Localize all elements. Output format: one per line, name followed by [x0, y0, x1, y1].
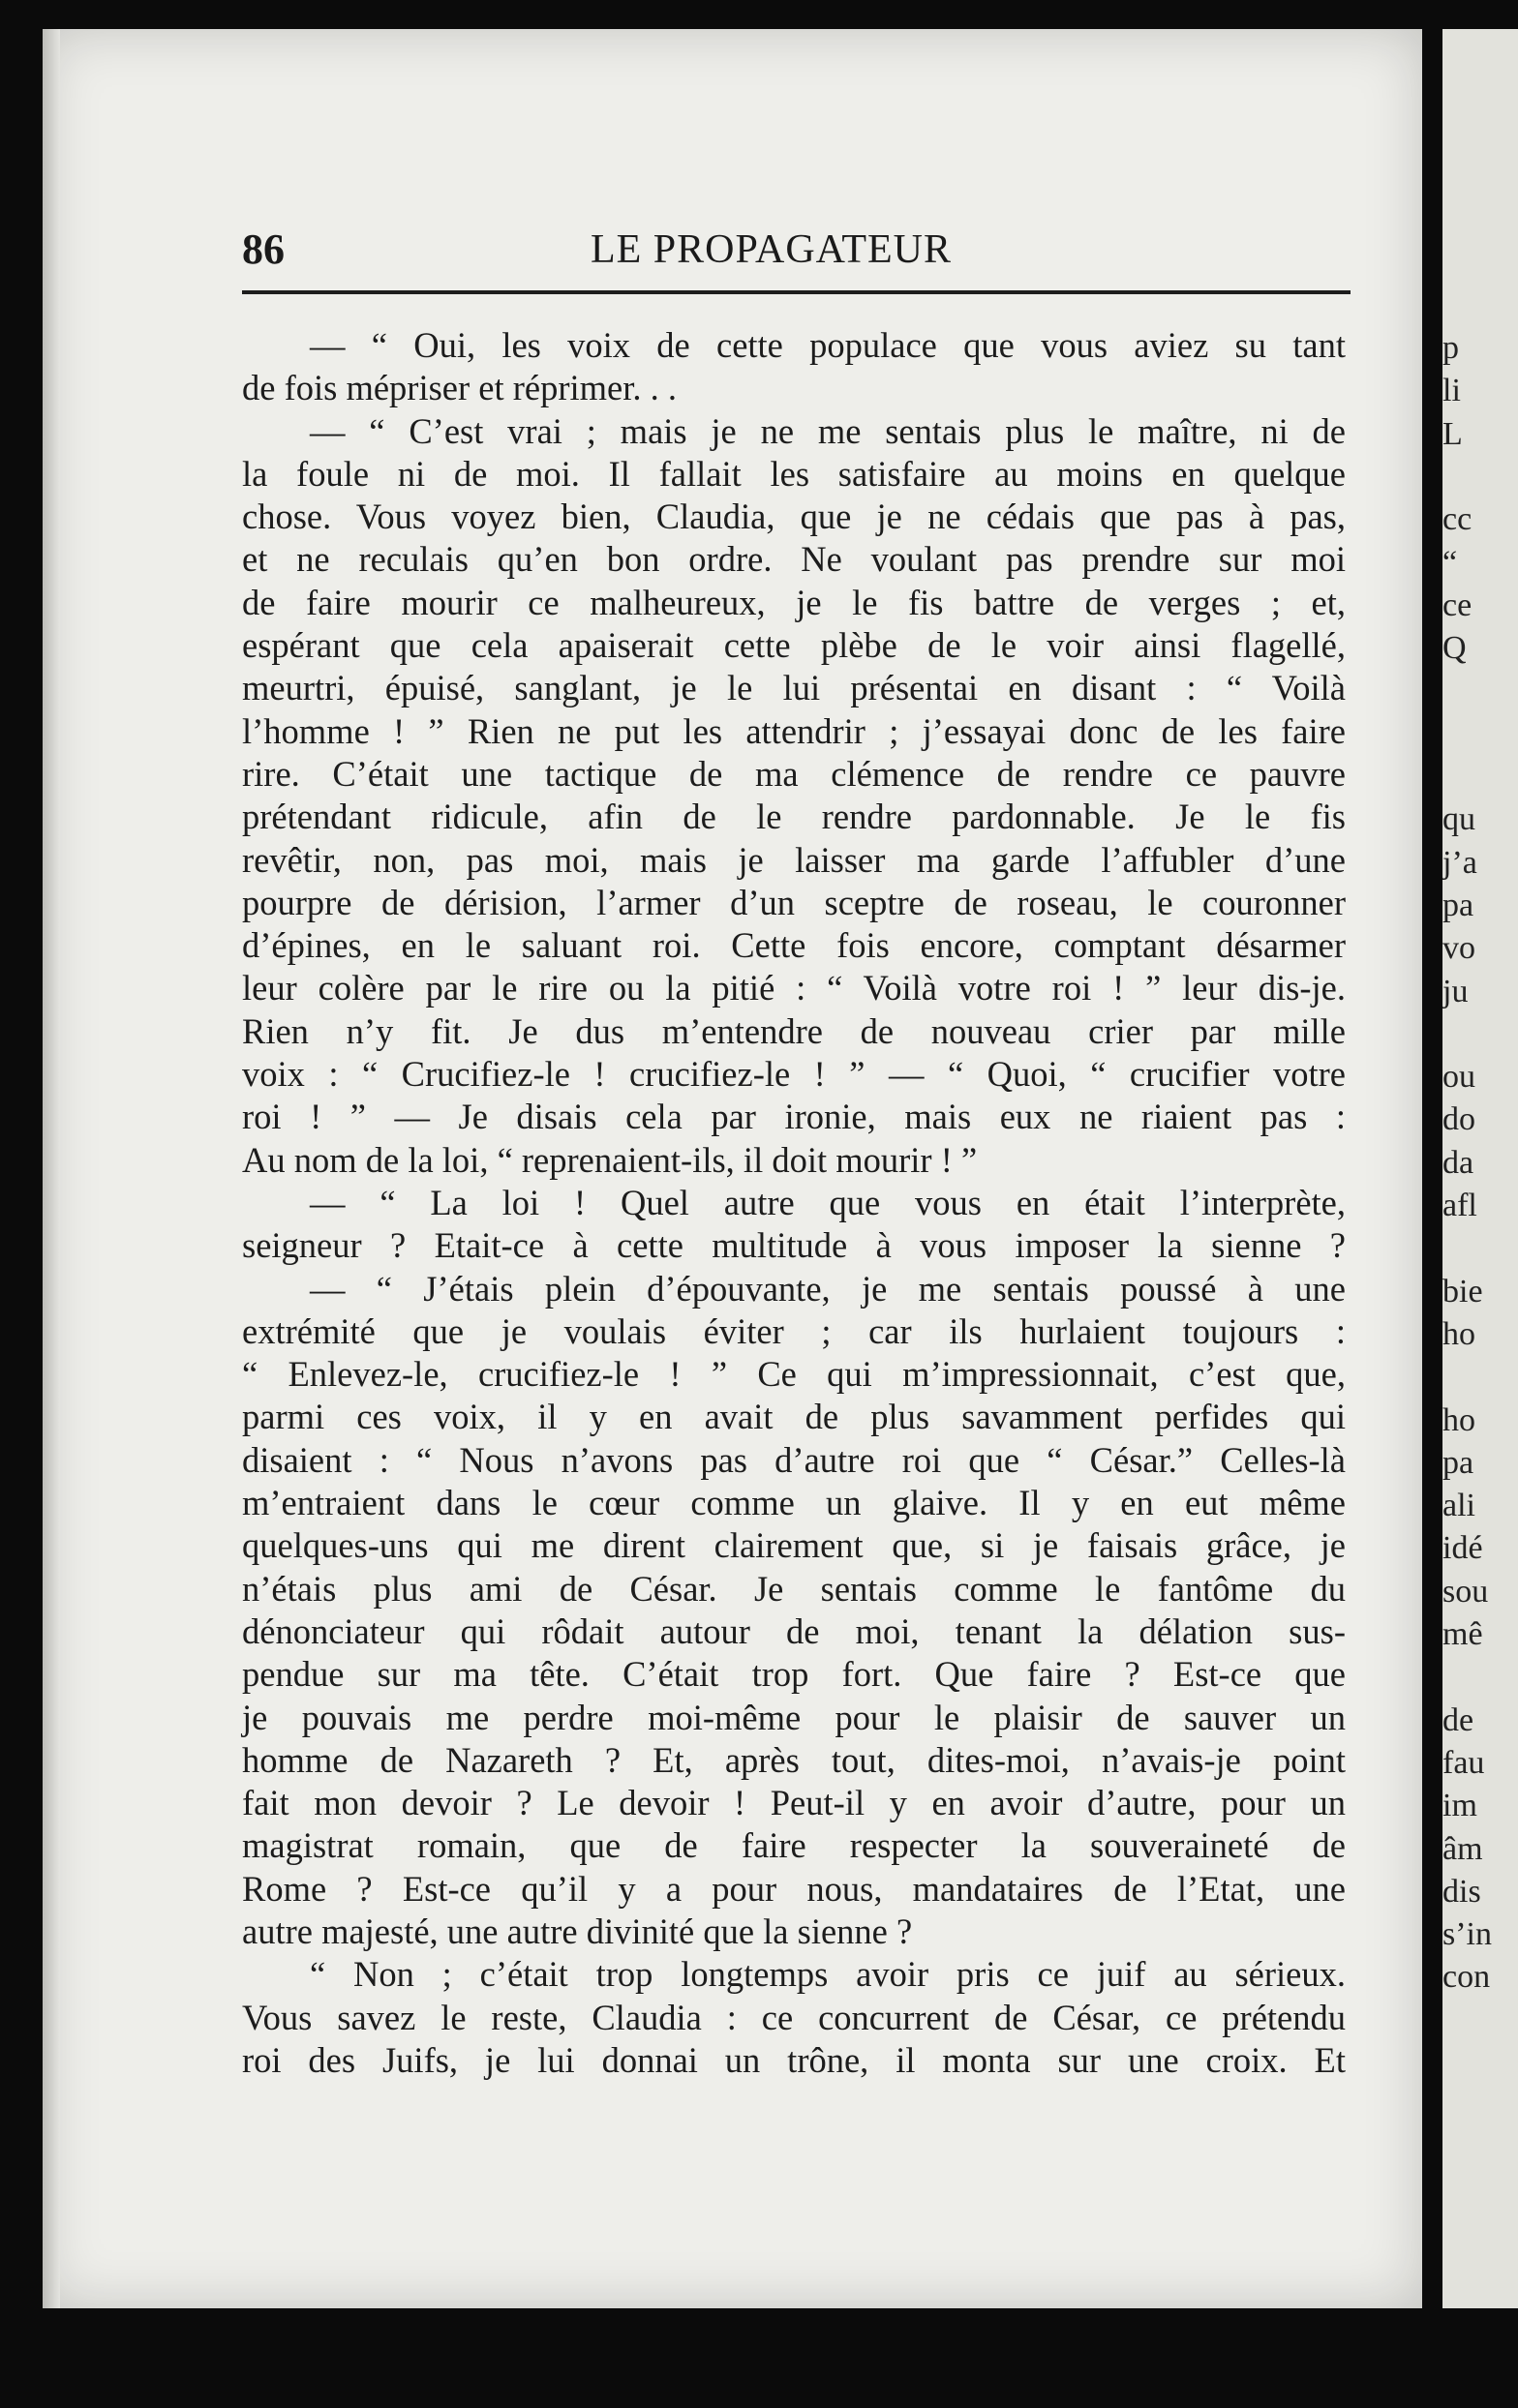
text-line: meurtri, épuisé, sanglant, je le lui présentai en disant : “ Voilà [242, 668, 1346, 708]
text-line: je pouvais me perdre moi-même pour le plaisir de sauver un [242, 1697, 1346, 1737]
text-line: la foule ni de moi. Il fallait les satisfaire au moins en quelque [242, 453, 1346, 494]
text-line: leur colère par le rire ou la pitié : “ Voilà votre roi ! ” leur dis-je. [242, 968, 1346, 1008]
text-line: — “ J’étais plein d’épouvante, je me sentais poussé à une [310, 1268, 1346, 1309]
text-line: fait mon devoir ? Le devoir ! Peut-il y en avoir d’autre, pour un [242, 1783, 1346, 1823]
text-line: seigneur ? Etait-ce à cette multitude à vous imposer la sienne ? [242, 1225, 1346, 1266]
text-line: Vous savez le reste, Claudia : ce concurrent de César, ce prétendu [242, 1997, 1346, 2037]
text-line: dénonciateur qui rôdait autour de moi, tenant la délation sus- [242, 1610, 1346, 1651]
next-page-fragment: pa [1442, 1444, 1474, 1481]
next-page-fragment: do [1442, 1101, 1475, 1138]
text-line: Rien n’y fit. Je dus m’entendre de nouveau crier par mille [242, 1010, 1346, 1051]
text-line: rire. C’était une tactique de ma clémence de rendre ce pauvre [242, 753, 1346, 794]
text-line: magistrat romain, que de faire respecter la souveraineté de [242, 1825, 1346, 1866]
text-line: de faire mourir ce malheureux, je le fis battre de verges ; et, [242, 582, 1346, 622]
page-header [242, 225, 1346, 283]
next-page-fragment: de [1442, 1701, 1474, 1738]
next-page-fragment: li [1442, 373, 1461, 409]
text-line: n’étais plus ami de César. Je sentais comme le fantôme du [242, 1568, 1346, 1609]
next-page-edge [1442, 29, 1518, 2308]
text-line: — “ Oui, les voix de cette populace que vous aviez su tant [310, 325, 1346, 365]
next-page-fragment: ho [1442, 1315, 1475, 1352]
running-title: LE PROPAGATEUR [591, 227, 953, 272]
next-page-fragment: âm [1442, 1830, 1483, 1867]
next-page-fragment: Q [1442, 630, 1467, 667]
text-line: espérant que cela apaiserait cette plèbe de le voir ainsi flagellé, [242, 625, 1346, 666]
page-number: 86 [242, 226, 285, 273]
text-line: Au nom de la loi, “ reprenaient-ils, il doit mourir ! ” [242, 1139, 978, 1180]
next-page-fragment: afl [1442, 1188, 1477, 1223]
next-page-fragment: p [1442, 330, 1459, 366]
text-line: pourpre de dérision, l’armer d’un sceptre de roseau, le couronner [242, 882, 1346, 922]
text-line: “ Non ; c’était trop longtemps avoir pris ce juif au sérieux. [310, 1954, 1346, 1995]
next-page-fragment: sou [1442, 1573, 1489, 1610]
next-page-fragment: mê [1442, 1616, 1483, 1652]
next-page-fragment: vo [1442, 930, 1475, 967]
next-page-fragment: con [1442, 1959, 1491, 1996]
text-line: — “ La loi ! Quel autre que vous en était l’interprète, [310, 1182, 1346, 1222]
next-page-fragment: ali [1442, 1488, 1475, 1524]
text-line: prétendant ridicule, afin de le rendre pardonnable. Je le fis [242, 797, 1346, 837]
next-page-fragment: fau [1442, 1744, 1485, 1781]
body-text [242, 324, 1346, 2082]
next-page-fragment: ou [1442, 1059, 1475, 1096]
text-line: voix : “ Crucifiez-le ! crucifiez-le ! ” — “ Quoi, “ crucifier votre [242, 1054, 1346, 1095]
next-page-fragment: “ [1442, 544, 1458, 581]
text-line: quelques-uns qui me dirent clairement que, si je faisais grâce, je [242, 1525, 1346, 1566]
text-line: Rome ? Est-ce qu’il y a pour nous, mandataires de l’Etat, une [242, 1868, 1346, 1909]
text-line: d’épines, en le saluant roi. Cette fois encore, comptant désarmer [242, 925, 1346, 966]
next-page-fragment: bie [1442, 1273, 1483, 1309]
next-page-fragment: da [1442, 1144, 1474, 1181]
next-page-fragment: ju [1442, 973, 1469, 1009]
text-line: m’entraient dans le cœur comme un glaive. Il y en eut même [242, 1483, 1346, 1523]
text-line: roi des Juifs, je lui donnai un trône, il monta sur une croix. Et [242, 2039, 1346, 2080]
text-line: — “ C’est vrai ; mais je ne me sentais plus le maître, ni de [310, 410, 1346, 451]
next-page-fragment: pa [1442, 887, 1474, 923]
next-page-fragment: L [1442, 415, 1463, 452]
next-page-fragment: s’in [1442, 1916, 1492, 1953]
text-line: roi ! ” — Je disais cela par ironie, mais eux ne riaient pas : [242, 1097, 1346, 1137]
text-line: l’homme ! ” Rien ne put les attendrir ; j’essayai donc de les faire [242, 710, 1346, 751]
header-rule [242, 290, 1351, 294]
text-line: et ne reculais qu’en bon ordre. Ne voulant pas prendre sur moi [242, 539, 1346, 580]
text-line: revêtir, non, pas moi, mais je laisser ma garde l’affubler d’une [242, 839, 1346, 880]
text-line: disaient : “ Nous n’avons pas d’autre roi que “ César.” Celles-là [242, 1439, 1346, 1480]
next-page-fragment: j’a [1442, 844, 1477, 881]
text-line: “ Enlevez-le, crucifiez-le ! ” Ce qui m’impressionnait, c’est que, [242, 1354, 1346, 1395]
text-line: autre majesté, une autre divinité que la sienne ? [242, 1911, 913, 1951]
next-page-fragment: idé [1442, 1530, 1483, 1567]
next-page-fragment: dis [1442, 1873, 1481, 1910]
next-page-fragment: ce [1442, 587, 1472, 623]
text-line: extrémité que je voulais éviter ; car ils hurlaient toujours : [242, 1310, 1346, 1351]
text-line: parmi ces voix, il y en avait de plus savamment perfides qui [242, 1397, 1346, 1437]
text-line: pendue sur ma tête. C’était trop fort. Que faire ? Est-ce que [242, 1654, 1346, 1695]
next-page-fragment: im [1442, 1788, 1477, 1824]
next-page-fragment: qu [1442, 801, 1475, 838]
text-line: homme de Nazareth ? Et, après tout, dites-moi, n’avais-je point [242, 1739, 1346, 1780]
next-page-fragment: cc [1442, 501, 1472, 538]
text-line: chose. Vous voyez bien, Claudia, que je ne cédais que pas à pas, [242, 497, 1346, 537]
page-gutter-shadow [43, 29, 60, 2308]
text-line: de fois mépriser et réprimer. . . [242, 368, 677, 408]
next-page-fragment: ho [1442, 1401, 1475, 1438]
